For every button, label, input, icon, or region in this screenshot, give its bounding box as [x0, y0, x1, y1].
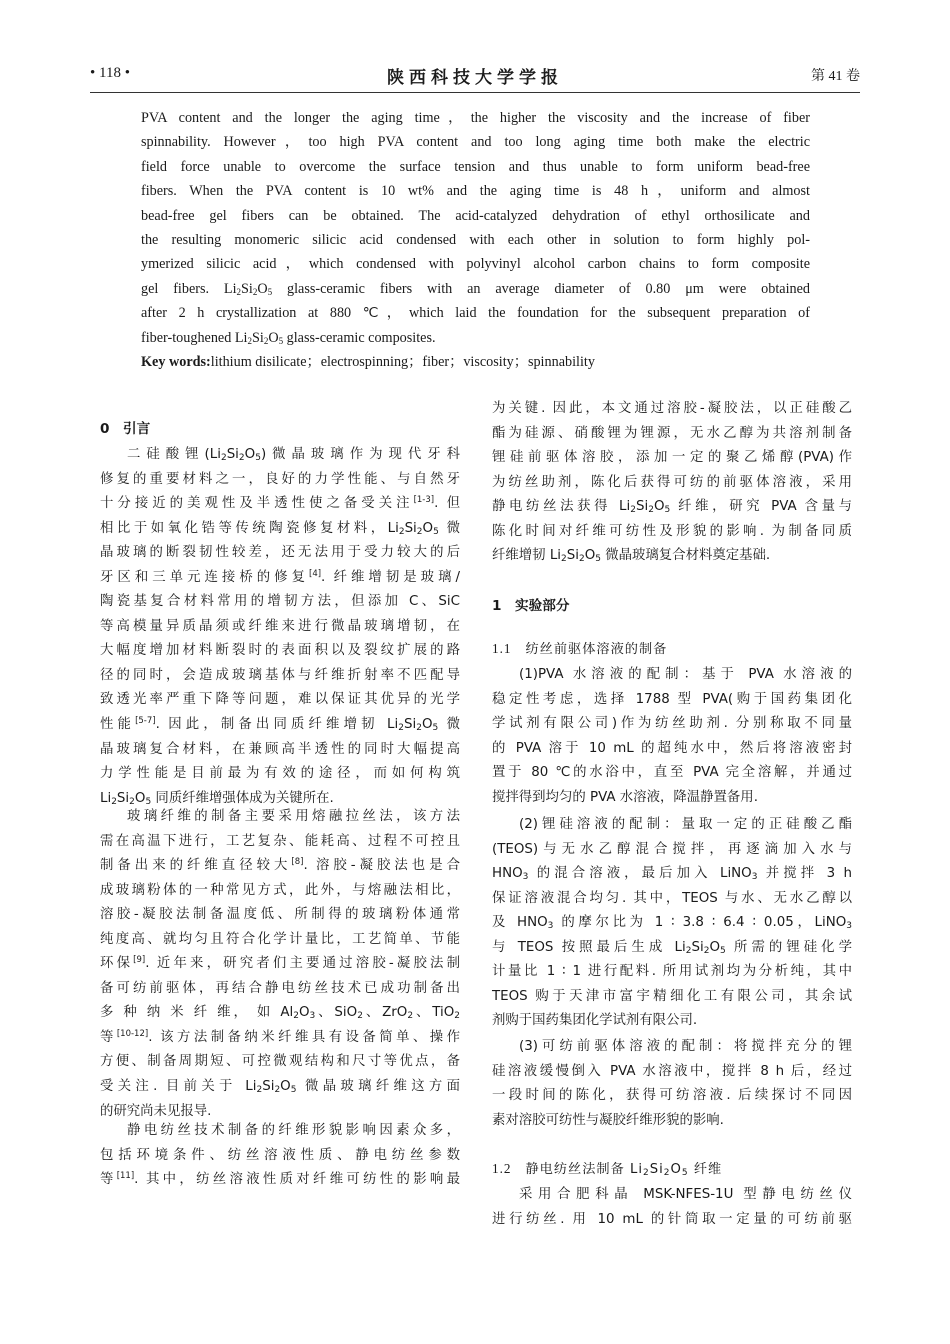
text-line: (2)锂硅溶液的配制：量取一定的正硅酸乙酯	[519, 817, 852, 832]
text-line: 计量比 1 ∶ 1 进行配料. 所用试剂均为分析纯，其中	[492, 964, 852, 980]
text-line: 环保[9]. 近年来，研究者们主要通过溶胶-凝胶法制	[100, 955, 461, 972]
abstract-line: gel fibers. $Li_2Si_2O_5$ glass-ceramic fibers with an average diameter of 0.80 μm were obtained	[141, 280, 810, 297]
volume-label: 第 41 卷	[811, 69, 860, 84]
intro-heading-block	[100, 417, 460, 441]
text-line: 等高模量异质晶须或纤维来进行微晶玻璃增韧，在	[100, 618, 460, 634]
english-abstract	[141, 106, 810, 374]
intro-paragraph-2	[100, 805, 460, 1124]
abstract-line: fiber-toughened $Li_2Si_2O_5$ glass-ceramic composites.	[141, 329, 436, 346]
text-line: 修复的重要材料之一，良好的力学性能、与自然牙	[100, 471, 460, 487]
intro-paragraph-3-continued	[492, 397, 852, 569]
subsection-number: 1.2	[492, 1161, 512, 1176]
text-line: 陈化时间对纤维可纺性及形貌的影响. 为制备同质	[492, 523, 852, 539]
abstract-line: PVA content and the longer the aging time，the higher the viscosity and the increase of fiber	[141, 110, 810, 126]
abstract-line: fibers. When the PVA content is 10 wt% and the aging time is 48 h，uniform and almost	[141, 183, 810, 200]
text-line: 二硅酸锂$(Li_2Si_2O_5)$微晶玻璃作为现代牙科	[127, 447, 461, 463]
text-line: 性能[5-7]. 因此，制备出同质纤维增韧 $Li_2Si_2O_5$ 微	[100, 716, 461, 734]
abstract-line: bead-free gel fibers can be obtained. The acid-catalyzed dehydration of ethyl orthosilicate and	[141, 207, 810, 224]
text-line: 学试剂有限公司)作为纺丝助剂. 分别称取不同量	[492, 716, 852, 732]
intro-paragraph-3	[100, 1119, 460, 1193]
text-line: 晶玻璃复合材料，在兼顾高半透性的同时大幅提高	[100, 741, 460, 757]
text-line: 为纺丝助剂，陈化后获得可纺的前驱体溶液，采用	[492, 474, 852, 490]
text-line: 需在高温下进行，工艺复杂、能耗高、过程不可控且	[100, 833, 460, 849]
paragraph-electrospinning	[492, 1183, 852, 1232]
text-line: 受关注. 目前关于 $Li_2Si_2O_5$ 微晶玻璃纤维这方面	[100, 1079, 460, 1096]
text-line: 等[10-12]. 该方法制备纳米纤维具有设备简单、操作	[100, 1028, 461, 1045]
text-line: 纤维增韧 $Li_2Si_2O_5$ 微晶玻璃复合材料奠定基础.	[492, 548, 771, 565]
keywords-line	[141, 350, 810, 374]
text-line: 溶胶-凝胶法制备温度低、所制得的玻璃粉体通常	[100, 907, 460, 923]
text-line: (1)PVA 水溶液的配制：基于 PVA 水溶液的	[519, 667, 852, 682]
text-line: 酯为硅源、硝酸锂为锂源，无水乙醇为共溶剂制备	[492, 425, 852, 441]
abstract-line: after 2 h crystallization at 880 ℃，which laid the foundation for the subsequent preparation of	[141, 305, 810, 322]
text-line: 的 PVA 溶于 10 mL 的超纯水中，然后将溶液密封	[492, 740, 852, 756]
text-line: 包括环境条件、纺丝溶液性质、静电纺丝参数	[100, 1147, 460, 1163]
subsection-title: 静电纺丝法制备 $Li_2Si_2O_5$ 纤维	[525, 1162, 723, 1178]
text-line: 方便、制备周期短、可控微观结构和尺寸等优点，备	[100, 1054, 460, 1070]
text-line: TEOS 购于天津市富宇精细化工有限公司，其余试	[492, 988, 852, 1004]
text-line: 相比于如氧化锆等传统陶瓷修复材料，$Li_2Si_2O_5$ 微	[100, 520, 460, 537]
section-heading-intro: 0 引言	[100, 421, 151, 437]
text-line: 玻璃纤维的制备主要采用熔融拉丝法，该方法	[127, 809, 460, 824]
paragraph-pva-solution	[492, 663, 852, 810]
subsection-1-1-heading	[492, 637, 852, 661]
abstract-line: spinnability. However，too high PVA content and too long aging time both make the electric	[141, 134, 810, 151]
text-line: 晶玻璃的断裂韧性较差，还无法用于受力较大的后	[100, 545, 460, 561]
text-line: 一段时间的陈化，获得可纺溶液. 后续探讨不同因	[492, 1088, 852, 1104]
text-line: 成玻璃粉体的一种常见方式，此外，与熔融法相比，	[100, 882, 460, 898]
running-header	[90, 63, 860, 89]
text-line: 静电纺丝技术制备的纤维形貌影响因素众多，	[127, 1123, 460, 1138]
text-line: 力学性能是目前最为有效的途径，而如何构筑	[100, 766, 460, 782]
abstract-line: field force unable to overcome the surface tension and thus unable to form uniform bead-free	[141, 158, 810, 175]
text-line: 素对溶胶可纺性与凝胶纤维形貌的影响.	[492, 1112, 724, 1128]
journal-title: 陕西科技大学学报	[387, 68, 563, 88]
text-line: 等[11]. 其中，纺丝溶液性质对纤维可纺性的影响最	[100, 1171, 460, 1188]
subsection-number: 1.1	[492, 641, 512, 656]
exp-heading-block	[492, 594, 852, 618]
text-line: 径的同时，会造成玻璃基体与纤维折射率不匹配导	[100, 667, 460, 683]
text-line: 搅拌得到均匀的 PVA 水溶液，降温静置备用.	[492, 789, 758, 805]
text-line: $Li_2Si_2O_5$ 同质纤维增强体成为关键所在.	[100, 790, 334, 807]
keywords-text: lithium disilicate；electrospinning；fiber；viscosity；spinnability	[210, 353, 595, 370]
text-line: 采用合肥科晶 MSK-NFES-1U 型静电纺丝仪	[519, 1187, 852, 1202]
text-line: (TEOS)与无水乙醇混合搅拌，再逐滴加入水与	[492, 841, 852, 857]
text-line: 纯度高、就均匀且符合化学计量比，工艺简单、节能	[100, 931, 460, 947]
text-line: 剂购于国药集团化学试剂有限公司.	[492, 1013, 698, 1029]
subsection-1-2-heading	[492, 1157, 852, 1181]
text-line: 致透光率严重下降等问题，难以保证其优异的光学	[100, 692, 460, 708]
header-divider	[90, 92, 860, 93]
text-line: $HNO_3$ 的混合溶液，最后加入 LiNO$_3$ 并搅拌 3 h	[492, 866, 852, 883]
intro-paragraph-1	[100, 443, 460, 811]
text-line: 陶瓷基复合材料常用的增韧方法，但添加 C、SiC	[100, 594, 460, 610]
text-line: 多 种 纳 米 纤 维， 如 $Al_2O_3$、SiO$_2$、ZrO$_2$、TiO$_2$	[100, 1005, 461, 1022]
text-line: 保证溶液混合均匀. 其中，TEOS 与水、无水乙醇以	[492, 890, 852, 906]
paragraph-spinnable-precursor	[492, 1035, 852, 1133]
text-line: 制备出来的纤维直径较大[8]. 溶胶-凝胶法也是合	[100, 857, 460, 874]
text-line: 静电纺丝法获得 $Li_2Si_2O_5$ 纤维，研究 PVA 含量与	[492, 499, 853, 516]
text-line: 锂硅前驱体溶胶，添加一定的聚乙烯醇(PVA)作	[492, 450, 852, 466]
section-heading-experimental: 1 实验部分	[492, 598, 570, 614]
text-line: 稳定性考虑，选择 1788 型 PVA(购于国药集团化	[492, 691, 852, 707]
keywords-label: Key words:	[141, 353, 211, 370]
text-line: 大幅度增加材料断裂时的表面积以及裂纹扩展的路	[100, 643, 460, 659]
text-line: 硅溶液缓慢倒入 PVA 水溶液中，搅拌 8 h 后，经过	[492, 1063, 852, 1079]
abstract-line: ymerized silicic acid，which condensed with polyvinyl alcohol carbon chains to form composite	[141, 256, 810, 273]
text-line: 备可纺前驱体，再结合静电纺丝技术已成功制备出	[100, 980, 460, 996]
text-line: (3)可纺前驱体溶液的配制：将搅拌充分的锂	[519, 1039, 852, 1054]
text-line: 进行纺丝. 用 10 mL 的针筒取一定量的可纺前驱	[492, 1211, 852, 1227]
text-line: 及 $HNO_3$ 的摩尔比为 1 ∶ 3.8 ∶ 6.4 ∶ 0.05，LiNO$_3$	[492, 915, 852, 932]
abstract-line: the resulting monomeric silicic acid condensed with each other in solution to form highly pol-	[141, 231, 810, 248]
text-line: 与 TEOS 按照最后生成 $Li_2Si_2O_5$ 所需的锂硅化学	[492, 939, 852, 956]
text-line: 牙区和三单元连接桥的修复[4]. 纤维增韧是玻璃/	[100, 568, 461, 585]
text-line: 十分接近的美观性及半透性使之备受关注[1-3]. 但	[100, 495, 461, 512]
text-line: 的研究尚未见报导.	[100, 1103, 212, 1119]
text-line: 置于 80 ℃的水浴中，直至 PVA 完全溶解，并通过	[492, 765, 852, 781]
paragraph-li-si-solution	[492, 813, 852, 1034]
subsection-title: 纺丝前驱体溶液的制备	[525, 642, 668, 657]
page-number: • 118 •	[90, 65, 130, 81]
text-line: 为关键. 因此，本文通过溶胶-凝胶法，以正硅酸乙	[492, 401, 852, 416]
